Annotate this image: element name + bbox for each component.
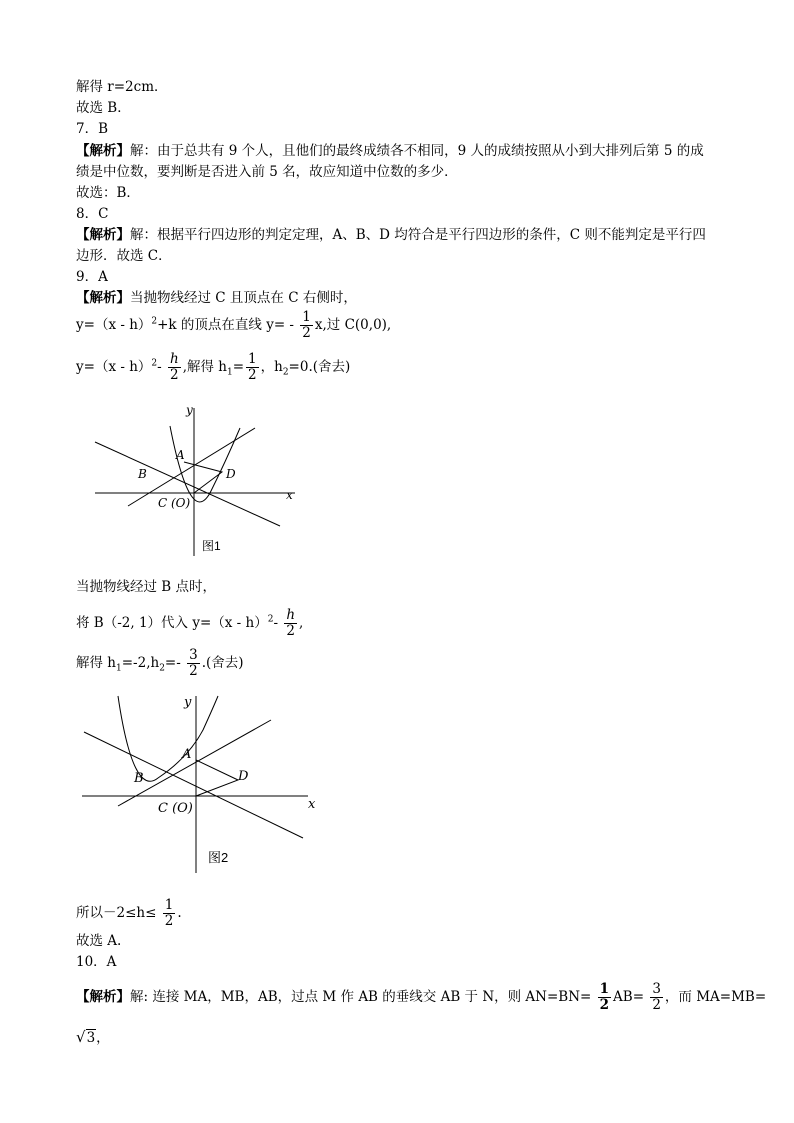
numerator: 3: [189, 647, 198, 663]
x-label: x: [286, 488, 293, 502]
x-label: x: [308, 797, 316, 812]
point-d: D: [238, 769, 249, 784]
numerator: 1: [599, 981, 610, 997]
point-a: A: [182, 747, 192, 762]
denominator: 2: [302, 325, 311, 341]
q8-heading: 8．C: [76, 206, 109, 222]
line-choose-b: 故选 B．: [76, 100, 131, 116]
eq-part: ,: [299, 615, 304, 631]
q7-text-2: 绩是中位数，要判断是否进入前 5 名，故应知道中位数的多少．: [76, 164, 458, 180]
denominator: 2: [286, 623, 295, 639]
jiexi-label: 【解析】: [76, 227, 130, 242]
denominator: 2: [248, 367, 257, 383]
numerator: 1: [302, 309, 311, 325]
numerator: h: [286, 607, 296, 623]
denominator: 2: [652, 997, 661, 1013]
q7-answer: 故选：B．: [76, 185, 140, 201]
eq-part: AB=: [613, 989, 645, 1005]
figure-2-caption: 图2: [208, 850, 229, 865]
eq-part: y=（x - h）: [76, 359, 152, 375]
fraction-one-half: [300, 310, 313, 341]
fraction-h-half: [168, 352, 181, 383]
q8-text-2: 边形．故选 C．: [76, 248, 172, 264]
q9-answer: 故选 A.: [76, 933, 122, 949]
line-2: [118, 720, 271, 806]
line-2: [128, 428, 255, 506]
parabola: [170, 426, 240, 502]
y-label: y: [184, 695, 192, 710]
q10-heading: 10．A: [76, 954, 117, 970]
q8-text-1: [76, 226, 706, 244]
denominator: 2: [170, 367, 179, 383]
q7-text-1-content: 解：由于总共有 9 个人，且他们的最终成绩各不相同，9 人的成绩按照从小到大排列后第 5 的成: [130, 143, 704, 159]
jiexi-label: 【解析】: [76, 290, 130, 305]
fraction-one-half: [598, 982, 611, 1013]
eq-part: =-: [164, 655, 181, 671]
fraction-one-half: [163, 898, 176, 929]
q9-heading: 9．A: [76, 269, 108, 285]
eq-part: =0.(舍去): [288, 359, 351, 375]
eq-part: =: [232, 359, 245, 375]
subscript: 2: [159, 663, 165, 674]
point-a: A: [176, 448, 185, 462]
fraction-three-half: [650, 982, 663, 1013]
eq-part: =-2,h: [121, 655, 160, 671]
denominator: 2: [189, 663, 198, 679]
sqrt-symbol: √: [76, 1028, 86, 1046]
parabola: [118, 696, 218, 781]
subscript: 1: [116, 663, 122, 674]
figure-1-caption: 图1: [202, 539, 221, 553]
q10-text-1: [76, 982, 766, 1013]
eq-part: 将 B（-2, 1）代入 y=（x - h）: [76, 615, 268, 631]
q7-text-1: [76, 142, 704, 160]
fraction-one-half: [246, 352, 259, 383]
quad-ad: [196, 760, 238, 796]
eq-part: ，: [96, 1030, 110, 1046]
point-b: B: [134, 771, 144, 786]
denominator: 2: [164, 913, 174, 929]
line-1: [84, 732, 303, 838]
jiexi-label: 【解析】: [76, 143, 130, 158]
point-c-origin: C (O): [158, 801, 193, 816]
subscript: 2: [282, 367, 289, 378]
fraction-three-half: [187, 648, 200, 679]
q7-heading: 7．B: [76, 121, 109, 137]
q9-equation-4: [76, 648, 244, 679]
q9-equation-2: [76, 352, 350, 383]
point-b: B: [138, 467, 147, 481]
q9-text-1-content: 当抛物线经过 C 且顶点在 C 右侧时，: [130, 290, 357, 306]
exponent: 2: [151, 316, 158, 327]
q9-equation-1: [76, 310, 391, 341]
q8-text-1-content: 解：根据平行四边形的判定定理，A、B、D 均符合是平行四边形的条件，C 则不能判定是平行四: [130, 227, 706, 243]
numerator: 1: [248, 351, 257, 367]
numerator: 1: [164, 897, 174, 913]
eq-part: y=（x - h）: [76, 317, 152, 333]
eq-part: 所以－2≤h≤: [76, 905, 157, 921]
numerator: h: [169, 351, 179, 367]
q9-text-1: [76, 289, 357, 307]
sqrt-radicand: 3: [86, 1030, 96, 1046]
fraction-h-half: [284, 608, 297, 639]
point-c-origin: C (O): [158, 496, 191, 510]
eq-part: ，而 MA=MB=: [664, 989, 767, 1005]
eq-part: x,过 C(0,0),: [314, 317, 392, 333]
q9-text-2: 当抛物线经过 B 点时，: [76, 579, 217, 595]
line-solve-r: 解得 r=2cm．: [76, 79, 168, 95]
exponent: 2: [151, 358, 158, 369]
q10-text-2: [76, 1028, 110, 1047]
q9-equation-3: [76, 608, 303, 639]
point-d: D: [226, 467, 236, 481]
figure-1: [90, 398, 300, 558]
y-label: y: [186, 403, 193, 417]
eq-part: .: [177, 905, 182, 921]
eq-part: -: [157, 359, 162, 375]
q9-conclusion: [76, 898, 182, 929]
subscript: 1: [226, 367, 233, 378]
denominator: 2: [599, 997, 610, 1013]
numerator: 3: [652, 981, 661, 997]
jiexi-label: 【解析】: [76, 989, 130, 1004]
eq-part: +k 的顶点在直线 y= -: [157, 317, 294, 333]
quad-ad: [184, 462, 222, 493]
eq-part: ，h: [260, 359, 283, 375]
eq-part: 解得 h: [76, 655, 116, 671]
line-1: [95, 442, 280, 526]
eq-part: .(舍去): [201, 655, 244, 671]
eq-part: -: [273, 615, 279, 631]
exponent: 2: [267, 614, 274, 625]
figure-2: [78, 688, 328, 878]
eq-part: 解: 连接 MA，MB，AB，过点 M 作 AB 的垂线交 AB 于 N，则 AN=BN=: [130, 989, 592, 1005]
eq-part: ,解得 h: [182, 359, 227, 375]
